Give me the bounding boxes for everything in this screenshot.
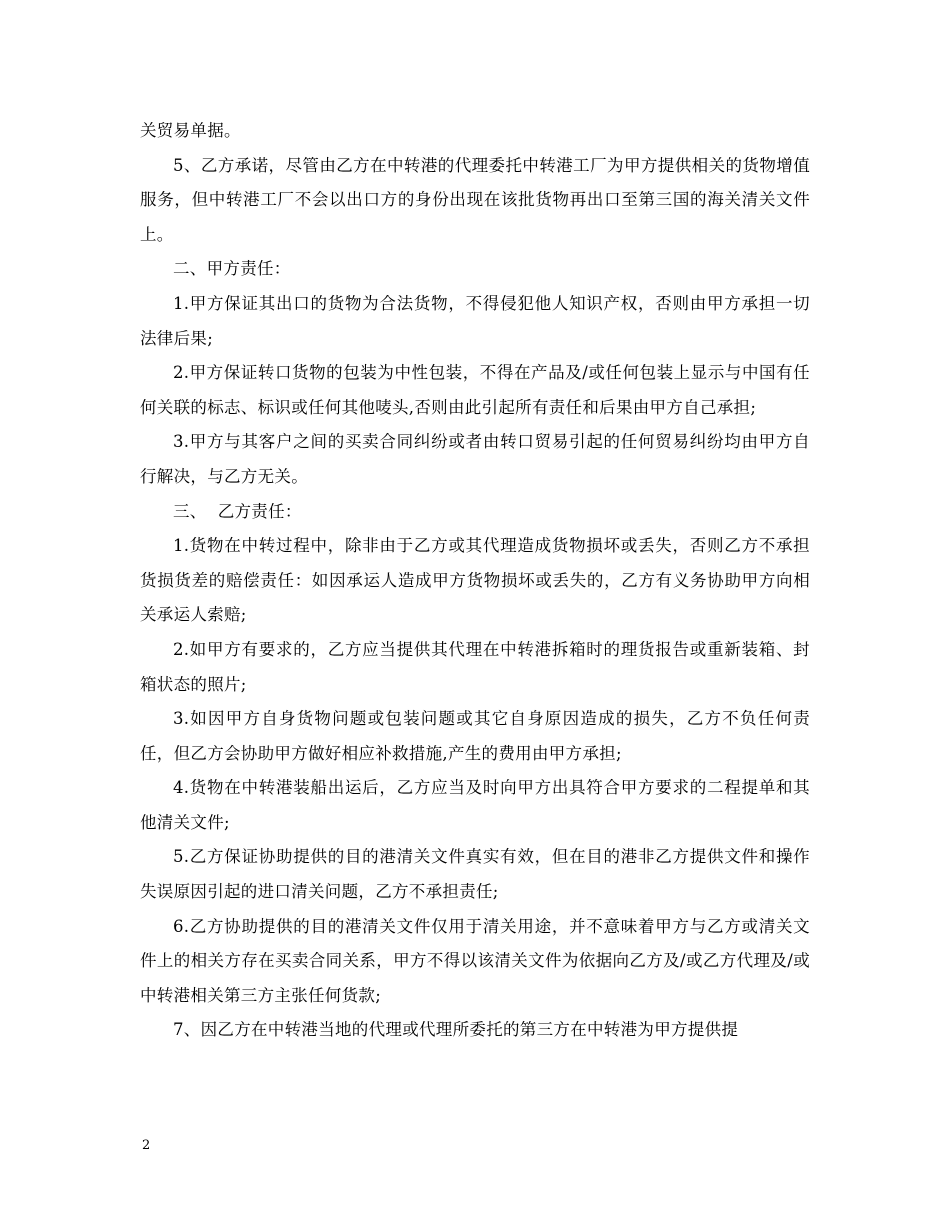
paragraph-party-a-2: 2.甲方保证转口货物的包装为中性包装，不得在产品及/或任何包装上显示与中国有任何关联的标志、标识或任何其他唛头,否则由此引起所有责任和后果由甲方自己承担; [140, 363, 810, 417]
paragraph-party-a-1: 1.甲方保证其出口的货物为合法货物，不得侵犯他人知识产权，否则由甲方承担一切法律后果; [140, 293, 810, 348]
paragraph-party-b-5: 5.乙方保证协助提供的目的港清关文件真实有效，但在目的港非乙方提供文件和操作失误原因引起的进口清关问题，乙方不承担责任; [140, 847, 810, 902]
paragraph-party-b-6: 6.乙方协助提供的目的港清关文件仅用于清关用途，并不意味着甲方与乙方或清关文件上的相关方存在买卖合同关系，甲方不得以该清关文件为依据向乙方及/或乙方代理及/或中转港相关第三方主张任何货款; [140, 916, 810, 1005]
paragraph-party-b-4: 4.货物在中转港装船出运后，乙方应当及时向甲方出具符合甲方要求的二程提单和其他清关文件; [140, 778, 810, 832]
paragraph-continuation: 关贸易单据。 [140, 121, 241, 140]
section-heading-party-b: 三、 乙方责任： [173, 501, 302, 521]
document-body [140, 114, 810, 1048]
paragraph-party-b-7: 7、因乙方在中转港当地的代理或代理所委托的第三方在中转港为甲方提供提 [173, 1020, 739, 1040]
paragraph-party-a-3: 3.甲方与其客户之间的买卖合同纠纷或者由转口贸易引起的任何贸易纠纷均由甲方自行解决，与乙方无关。 [140, 432, 810, 486]
paragraph-commitment-5: 5、乙方承诺，尽管由乙方在中转港的代理委托中转港工厂为甲方提供相关的货物增值服务，但中转港工厂不会以出口方的身份出现在该批货物再出口至第三国的海关清关文件上。 [140, 155, 810, 244]
page-number: 2 [142, 1138, 151, 1153]
paragraph-party-b-2: 2.如甲方有要求的，乙方应当提供其代理在中转港拆箱时的理货报告或重新装箱、封箱状态的照片; [140, 639, 810, 694]
section-heading-party-a: 二、甲方责任： [173, 259, 291, 279]
paragraph-party-b-1: 1.货物在中转过程中，除非由于乙方或其代理造成货物损坏或丢失，否则乙方不承担货损货差的赔偿责任：如因承运人造成甲方货物损坏或丢失的，乙方有义务协助甲方向相关承运人索赔; [140, 536, 810, 625]
paragraph-party-b-3: 3.如因甲方自身货物问题或包装问题或其它自身原因造成的损失，乙方不负任何责任，但乙方会协助甲方做好相应补救措施,产生的费用由甲方承担; [140, 709, 810, 763]
